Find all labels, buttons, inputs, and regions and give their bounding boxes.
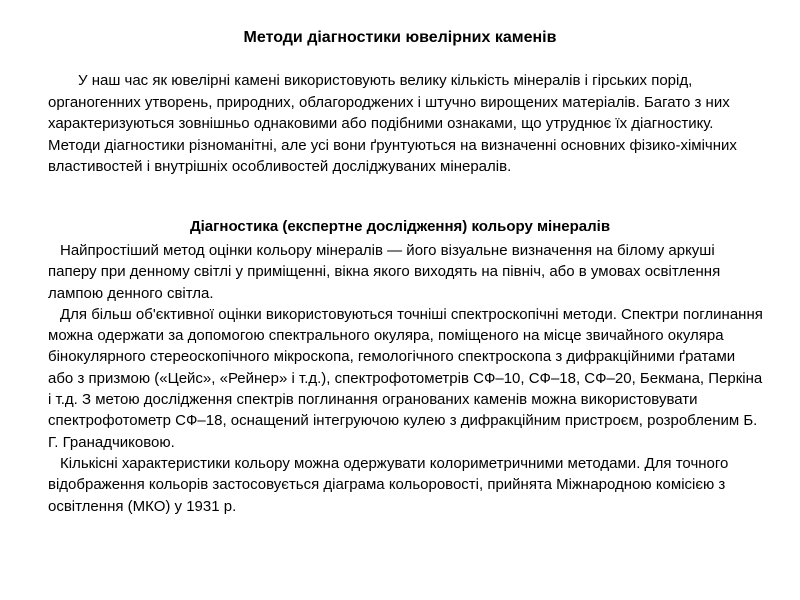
body-paragraph-spectroscopic-methods: Для більш об'єктивної оцінки використовуються точніші спектроскопічні методи. Спектри поглинання можна одержати за допомогою спектрального окуляра, поміщеного на місце звичайного окуляра бінокулярного стереоскопічного мікроскопа, гемологічного спектроскопа з дифракційними ґратами або з призмою («Цейс», «Рейнер» і т.д.), спектрофотометрів СФ–10, СФ–18, СФ–20, Бекмана, Перкіна і т.д. З метою дослідження спектрів поглинання огранованих каменів можна використовувати спектрофотометр СФ–18, оснащений інтегруючою кулею з дифракційним пристроєм, розробленим Б. Г. Гранадчиковою. xyxy=(48,305,763,451)
body-paragraph-visual-method: Найпростіший метод оцінки кольору мінералів — його візуальне визначення на білому аркуші паперу при денному світлі у приміщенні, вікна якого виходять на північ, або в умовах освітлення лампою денного світла. xyxy=(48,242,721,302)
section-body xyxy=(48,240,764,517)
body-paragraph-colorimetric-methods: Кількісні характеристики кольору можна одержувати колориметричними методами. Для точного відображення кольорів застосовується діаграма кольоровості, прийнята Міжнародною комісією з освітлення (МКО) у 1931 р. xyxy=(48,454,729,515)
page-title: Методи діагностики ювелірних каменів xyxy=(243,29,557,46)
intro-block xyxy=(48,70,760,178)
intro-paragraph: У наш час як ювелірні камені використовують велику кількість мінералів і гірських порід, органогенних утворень, природних, облагороджених і штучно вирощених матеріалів. Багато з них характеризуються зовнішньо однаковими або подібними ознаками, що утруднює їх діагностику. Методи діагностики різноманітні, але усі вони ґрунтуються на визначенні основних фізико-хімічних властивостей і внутрішніх особливостей досліджуваних мінералів. xyxy=(48,72,737,175)
section-heading: Діагностика (експертне дослідження) кольору мінералів xyxy=(189,218,611,235)
